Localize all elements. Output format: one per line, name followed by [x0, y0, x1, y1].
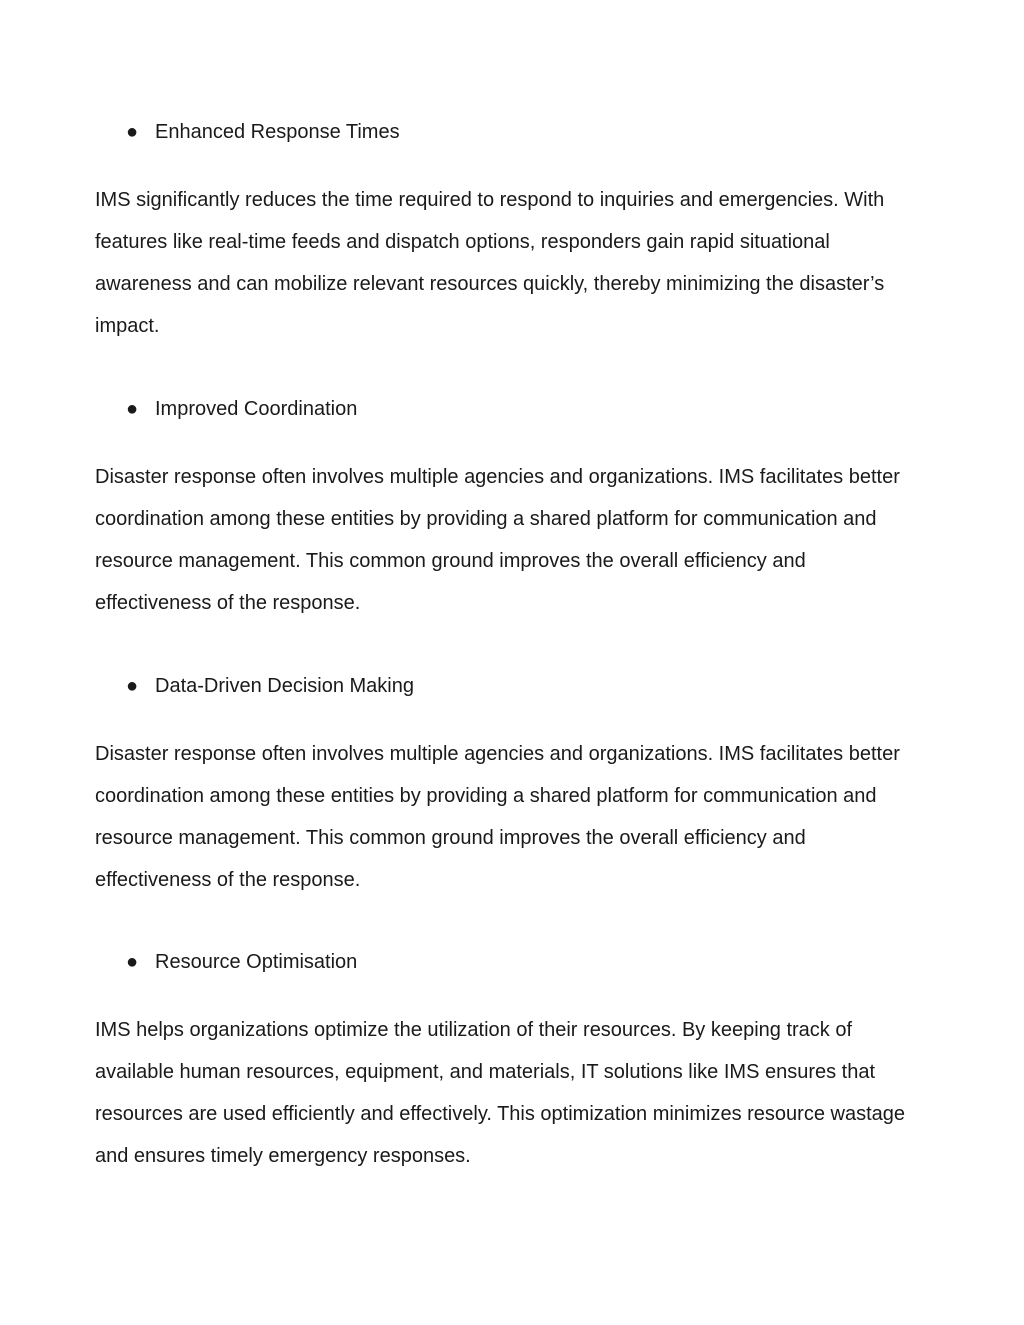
- bullet-heading: Enhanced Response Times: [155, 121, 400, 143]
- paragraph-line: features like real-time feeds and dispatch options, responders gain rapid situational: [95, 231, 830, 253]
- bullet-item-improved-coordination: [0, 395, 1024, 423]
- paragraph-enhanced-response-times: [95, 179, 925, 347]
- paragraph-line: resource management. This common ground improves the overall efficiency and: [95, 550, 806, 572]
- paragraph-line: impact.: [95, 315, 160, 337]
- paragraph-line: coordination among these entities by providing a shared platform for communication and: [95, 785, 877, 807]
- paragraph-line: awareness and can mobilize relevant resources quickly, thereby minimizing the disaster’s: [95, 273, 885, 295]
- paragraph-line: resources are used efficiently and effectively. This optimization minimizes resource wastage: [95, 1103, 906, 1125]
- paragraph-line: effectiveness of the response.: [95, 869, 361, 891]
- paragraph-line: Disaster response often involves multiple agencies and organizations. IMS facilitates better: [95, 466, 900, 488]
- paragraph-line: available human resources, equipment, and materials, IT solutions like IMS ensures that: [95, 1061, 876, 1083]
- bullet-item-data-driven-decision-making: [0, 672, 1024, 700]
- paragraph-data-driven-decision-making: [95, 733, 925, 901]
- paragraph-resource-optimisation: [95, 1009, 925, 1177]
- paragraph-line: and ensures timely emergency responses.: [95, 1145, 471, 1167]
- paragraph-line: effectiveness of the response.: [95, 592, 361, 614]
- bullet-heading: Resource Optimisation: [155, 951, 358, 973]
- bullet-item-resource-optimisation: [0, 948, 1024, 976]
- paragraph-line: Disaster response often involves multiple agencies and organizations. IMS facilitates better: [95, 743, 900, 765]
- bullet-icon: ●: [126, 675, 139, 697]
- paragraph-improved-coordination: [95, 456, 925, 624]
- bullet-item-enhanced-response-times: [0, 118, 1024, 146]
- paragraph-line: coordination among these entities by providing a shared platform for communication and: [95, 508, 877, 530]
- bullet-icon: ●: [126, 121, 139, 143]
- paragraph-line: IMS significantly reduces the time required to respond to inquiries and emergencies. With: [95, 189, 885, 211]
- bullet-icon: ●: [126, 951, 139, 973]
- bullet-icon: ●: [126, 398, 139, 420]
- paragraph-line: resource management. This common ground improves the overall efficiency and: [95, 827, 806, 849]
- bullet-heading: Data-Driven Decision Making: [155, 675, 414, 697]
- bullet-heading: Improved Coordination: [155, 398, 358, 420]
- paragraph-line: IMS helps organizations optimize the utilization of their resources. By keeping track of: [95, 1019, 853, 1041]
